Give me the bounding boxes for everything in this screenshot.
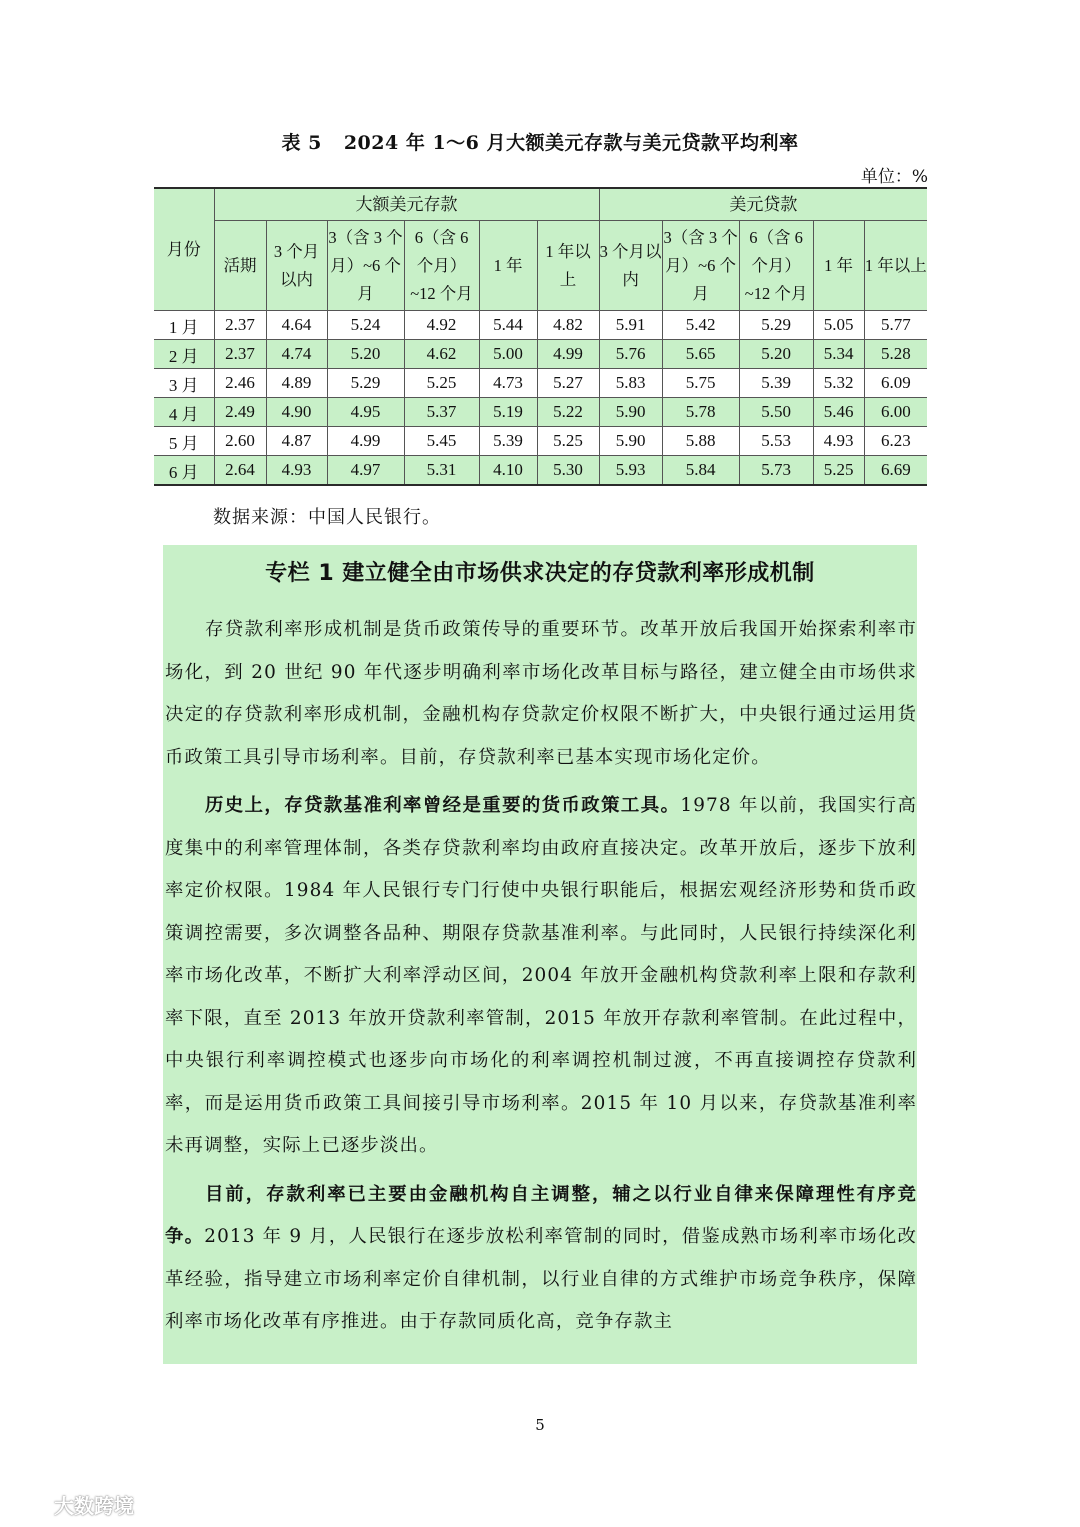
rate-cell: 5.65: [662, 340, 739, 369]
header-month: 月份: [154, 188, 214, 311]
rate-cell: 5.20: [327, 340, 404, 369]
rate-cell: 4.82: [537, 311, 599, 340]
paragraph-2-body: 1978 年以前，我国实行高度集中的利率管理体制，各类存贷款利率均由政府直接决定。改革开放后，逐步下放利率定价权限。1984 年人民银行专门行使中央银行职能后，根据宏观经济形势和货币政策调控需要，多次调整各品种、期限存贷款基准利率。与此同时，人民银行持续深化利率市场化改革，不断扩大利率浮动区间，2004 年放开金融机构贷款利率上限和存款利率下限，直至 2013 年放开贷款利率管制，2015 年放开存款利率管制。在此过程中，中央银行利率调控模式也逐步向市场化的利率调控机制过渡，不再直接调控存贷款利率，而是运用货币政策工具间接引导市场利率。2015 年 10 月以来，存贷款基准利率未再调整，实际上已逐步淡出。: [165, 795, 917, 1156]
rate-cell: 5.88: [662, 427, 739, 456]
rate-cell: 5.25: [404, 369, 479, 398]
rate-cell: 5.44: [479, 311, 537, 340]
row-month-cell: 3 月: [154, 369, 214, 398]
header-loan-col: 1 年以上: [864, 221, 927, 311]
row-month-cell: 4 月: [154, 398, 214, 427]
paragraph-3: [163, 1174, 917, 1344]
rate-cell: 4.62: [404, 340, 479, 369]
column-box: [163, 545, 917, 1364]
rate-cell: 2.49: [214, 398, 266, 427]
paragraph-2: [163, 785, 917, 1168]
rate-cell: 4.99: [327, 427, 404, 456]
rate-cell: 5.50: [739, 398, 813, 427]
row-month-cell: 5 月: [154, 427, 214, 456]
rate-cell: 4.87: [266, 427, 327, 456]
table-title: [0, 128, 1080, 155]
header-loan-col: 3（含 3 个月）~6 个月: [662, 221, 739, 311]
rate-cell: 4.64: [266, 311, 327, 340]
rate-cell: 5.37: [404, 398, 479, 427]
rate-cell: 6.69: [864, 456, 927, 486]
rate-cell: 5.29: [739, 311, 813, 340]
rate-cell: 5.39: [479, 427, 537, 456]
table-title-text: 2024 年 1～6 月大额美元存款与美元贷款平均利率: [343, 132, 799, 154]
rate-cell: 2.37: [214, 311, 266, 340]
watermark-text: 大数跨境: [54, 1494, 134, 1518]
rate-cell: 5.19: [479, 398, 537, 427]
header-loan-col: 3 个月以内: [599, 221, 662, 311]
rate-cell: 2.60: [214, 427, 266, 456]
paragraph-1: 存贷款利率形成机制是货币政策传导的重要环节。改革开放后我国开始探索利率市场化，到 20 世纪 90 年代逐步明确利率市场化改革目标与路径，建立健全由市场供求决定的存贷款利率形成机制，金融机构存贷款定价权限不断扩大，中央银行通过运用货币政策工具引导市场利率。目前，存贷款利率已基本实现市场化定价。: [165, 619, 917, 768]
rate-cell: 5.05: [813, 311, 864, 340]
rate-cell: 5.22: [537, 398, 599, 427]
rate-cell: 5.24: [327, 311, 404, 340]
rate-cell: 5.32: [813, 369, 864, 398]
row-month-cell: 1 月: [154, 311, 214, 340]
watermark: [8, 1490, 134, 1519]
page-number: 5: [535, 1416, 545, 1434]
rate-cell: 5.93: [599, 456, 662, 486]
rate-cell: 4.74: [266, 340, 327, 369]
row-month-cell: 6 月: [154, 456, 214, 486]
table-unit: 单位：%: [860, 167, 928, 187]
rate-cell: 4.90: [266, 398, 327, 427]
rate-cell: 5.25: [813, 456, 864, 486]
header-deposit-col: 3（含 3 个月）~6 个月: [327, 221, 404, 311]
rate-cell: 4.10: [479, 456, 537, 486]
rate-cell: 2.37: [214, 340, 266, 369]
interest-rate-table: [154, 187, 927, 486]
rate-cell: 5.46: [813, 398, 864, 427]
table-body: [154, 311, 927, 486]
rate-cell: 6.23: [864, 427, 927, 456]
table-row: [154, 311, 927, 340]
paragraph-2-lead: 历史上，存贷款基准利率曾经是重要的货币政策工具。: [205, 795, 681, 816]
rate-cell: 5.75: [662, 369, 739, 398]
header-deposit-col: 6（含 6 个月）~12 个月: [404, 221, 479, 311]
rate-cell: 5.27: [537, 369, 599, 398]
rate-cell: 4.93: [266, 456, 327, 486]
rate-cell: 4.93: [813, 427, 864, 456]
rate-cell: 5.28: [864, 340, 927, 369]
rate-cell: 5.78: [662, 398, 739, 427]
table-title-prefix: 表 5: [281, 132, 322, 154]
column-box-title: 专栏 1 建立健全由市场供求决定的存贷款利率形成机制: [265, 561, 815, 586]
rate-cell: 4.97: [327, 456, 404, 486]
paragraph-3-lead: 目前，存款利率已主要由金融机构自主调整，辅之以行业自律来保障理性有序竞争。: [165, 1183, 917, 1247]
header-deposit-col: 1 年: [479, 221, 537, 311]
rate-cell: 4.95: [327, 398, 404, 427]
rate-cell: 5.29: [327, 369, 404, 398]
rate-cell: 5.91: [599, 311, 662, 340]
rate-cell: 5.39: [739, 369, 813, 398]
rate-cell: 4.73: [479, 369, 537, 398]
data-source-note: 数据来源：中国人民银行。: [213, 507, 441, 528]
rate-cell: 5.31: [404, 456, 479, 486]
rate-cell: 5.84: [662, 456, 739, 486]
rate-cell: 5.42: [662, 311, 739, 340]
rate-cell: 4.92: [404, 311, 479, 340]
rate-cell: 5.73: [739, 456, 813, 486]
rate-cell: 5.20: [739, 340, 813, 369]
header-group-deposit: 大额美元存款: [214, 188, 599, 221]
header-deposit-col: 3 个月以内: [266, 221, 327, 311]
table-row: [154, 369, 927, 398]
rate-cell: 5.45: [404, 427, 479, 456]
rate-cell: 4.89: [266, 369, 327, 398]
rate-cell: 2.46: [214, 369, 266, 398]
rate-cell: 6.09: [864, 369, 927, 398]
rate-cell: 5.00: [479, 340, 537, 369]
rate-cell: 5.30: [537, 456, 599, 486]
header-deposit-col: 活期: [214, 221, 266, 311]
row-month-cell: 2 月: [154, 340, 214, 369]
table-row: [154, 398, 927, 427]
rate-cell: 4.99: [537, 340, 599, 369]
rate-cell: 5.90: [599, 398, 662, 427]
watermark-logo-icon: [8, 1495, 48, 1515]
rate-cell: 5.25: [537, 427, 599, 456]
header-group-loan: 美元贷款: [599, 188, 927, 221]
rate-cell: 5.90: [599, 427, 662, 456]
rate-cell: 5.76: [599, 340, 662, 369]
rate-cell: 5.34: [813, 340, 864, 369]
rate-cell: 5.53: [739, 427, 813, 456]
rate-cell: 6.00: [864, 398, 927, 427]
header-deposit-col: 1 年以上: [537, 221, 599, 311]
header-loan-col: 1 年: [813, 221, 864, 311]
header-loan-col: 6（含 6 个月）~12 个月: [739, 221, 813, 311]
paragraph-3-body: 2013 年 9 月，人民银行在逐步放松利率管制的同时，借鉴成熟市场利率市场化改革经验，指导建立市场利率定价自律机制，以行业自律的方式维护市场竞争秩序，保障利率市场化改革有序推进。由于存款同质化高，竞争存款主: [165, 1226, 917, 1332]
table-row: [154, 340, 927, 369]
table-row: [154, 456, 927, 486]
rate-cell: 5.77: [864, 311, 927, 340]
rate-cell: 5.83: [599, 369, 662, 398]
table-row: [154, 427, 927, 456]
rate-cell: 2.64: [214, 456, 266, 486]
